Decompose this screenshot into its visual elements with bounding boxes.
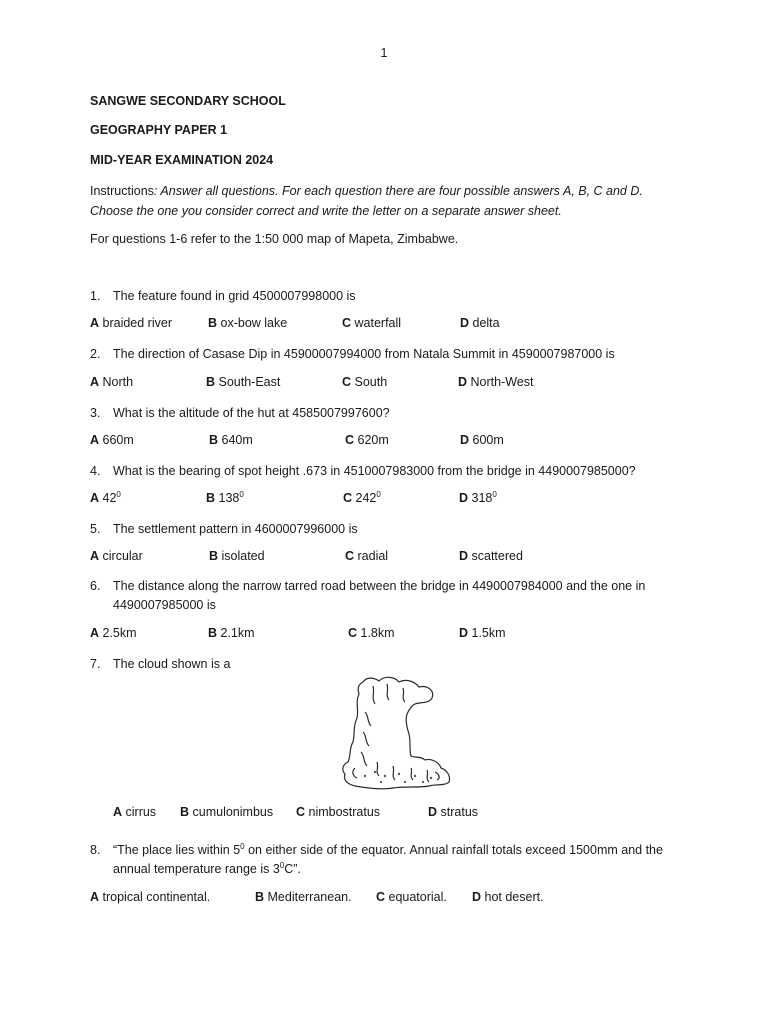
option-d: D stratus [428, 805, 479, 819]
option-b: B ox-bow lake [208, 316, 288, 330]
question-text: What is the bearing of spot height .673 in 4510007983000 from the bridge in 4490007985000? [113, 464, 636, 478]
option-c: C equatorial. [376, 890, 447, 904]
option-d: D 600m [460, 433, 504, 447]
options-8 [90, 890, 730, 908]
question-text: The distance along the narrow tarred road between the bridge in 4490007984000 and the one in 4490007985000 is [113, 579, 646, 612]
question-number: 7. [90, 657, 101, 671]
option-a: A North [90, 375, 134, 389]
map-note: For questions 1-6 refer to the 1:50 000 map of Mapeta, Zimbabwe. [90, 232, 459, 246]
option-b: B Mediterranean. [255, 890, 352, 904]
question-text: The direction of Casase Dip in 45900007994000 from Natala Summit in 4590007987000 is [113, 347, 615, 361]
exam-title: MID-YEAR EXAMINATION 2024 [90, 153, 274, 167]
instructions-label: Instructions [90, 184, 154, 198]
options-3 [90, 433, 730, 451]
question-text: What is the altitude of the hut at 4585007997600? [113, 406, 390, 420]
option-a: A braided river [90, 316, 172, 330]
cumulonimbus-cloud-icon [315, 672, 480, 797]
question-number: 8. [90, 843, 101, 857]
option-d: D hot desert. [472, 890, 544, 904]
option-b: B 2.1km [208, 626, 255, 640]
question-number: 4. [90, 464, 101, 478]
option-b: B $138^0$ [206, 489, 244, 505]
option-d: D North-West [458, 375, 534, 389]
options-6 [90, 626, 730, 644]
question-text: The settlement pattern in 4600007996000 is [113, 522, 358, 536]
option-d: D scattered [459, 549, 523, 563]
instructions-colon: : [153, 184, 158, 198]
options-2 [90, 375, 730, 393]
option-a: A 660m [90, 433, 134, 447]
option-b: B 640m [209, 433, 253, 447]
question-5 [90, 520, 690, 539]
question-number: 5. [90, 522, 101, 536]
page-number: 1 [380, 46, 388, 60]
question-number: 6. [90, 579, 101, 593]
option-a: A 2.5km [90, 626, 137, 640]
question-number: 1. [90, 289, 101, 303]
question-1 [90, 287, 690, 306]
option-b: B isolated [209, 549, 265, 563]
options-4 [90, 491, 730, 509]
option-c: C $242^0$ [343, 489, 381, 505]
question-number: 3. [90, 406, 101, 420]
question-text: “The place lies within $5^0$ on either side of the equator. Annual rainfall totals exceed 1500mm and the annual temperature range is $3^0C$”. [113, 841, 663, 876]
options-1 [90, 316, 730, 334]
question-number: 2. [90, 347, 101, 361]
instructions-text-line1: Answer all questions. For each question there are four possible answers A, B, C and D. [157, 184, 643, 198]
option-d: D delta [460, 316, 500, 330]
question-text: The feature found in grid 4500007998000 is [113, 289, 356, 303]
school-name: SANGWE SECONDARY SCHOOL [90, 94, 286, 108]
option-c: C nimbostratus [296, 805, 381, 819]
instructions-text-line2: Choose the one you consider correct and write the letter on a separate answer sheet. [90, 204, 562, 218]
option-c: C South [342, 375, 388, 389]
question-3 [90, 404, 690, 423]
option-b: B cumulonimbus [180, 805, 274, 819]
instructions [90, 181, 710, 221]
option-a: A tropical continental. [90, 890, 211, 904]
options-5 [90, 549, 730, 567]
option-a: A $42^0$ [90, 489, 121, 505]
option-d: D 1.5km [459, 626, 506, 640]
option-a: A cirrus [113, 805, 157, 819]
option-c: C 620m [345, 433, 389, 447]
option-b: B South-East [206, 375, 281, 389]
question-4 [90, 462, 730, 481]
question-2 [90, 345, 690, 364]
question-8 [90, 841, 690, 879]
options-7 [113, 805, 753, 823]
option-c: C radial [345, 549, 389, 563]
paper-title: GEOGRAPHY PAPER 1 [90, 123, 228, 137]
option-c: C waterfall [342, 316, 402, 330]
option-c: C 1.8km [348, 626, 395, 640]
question-text: The cloud shown is a [113, 657, 231, 671]
cloud-drawing [315, 672, 480, 797]
option-a: A circular [90, 549, 143, 563]
option-d: D $318^0$ [459, 489, 497, 505]
question-6 [90, 577, 690, 615]
